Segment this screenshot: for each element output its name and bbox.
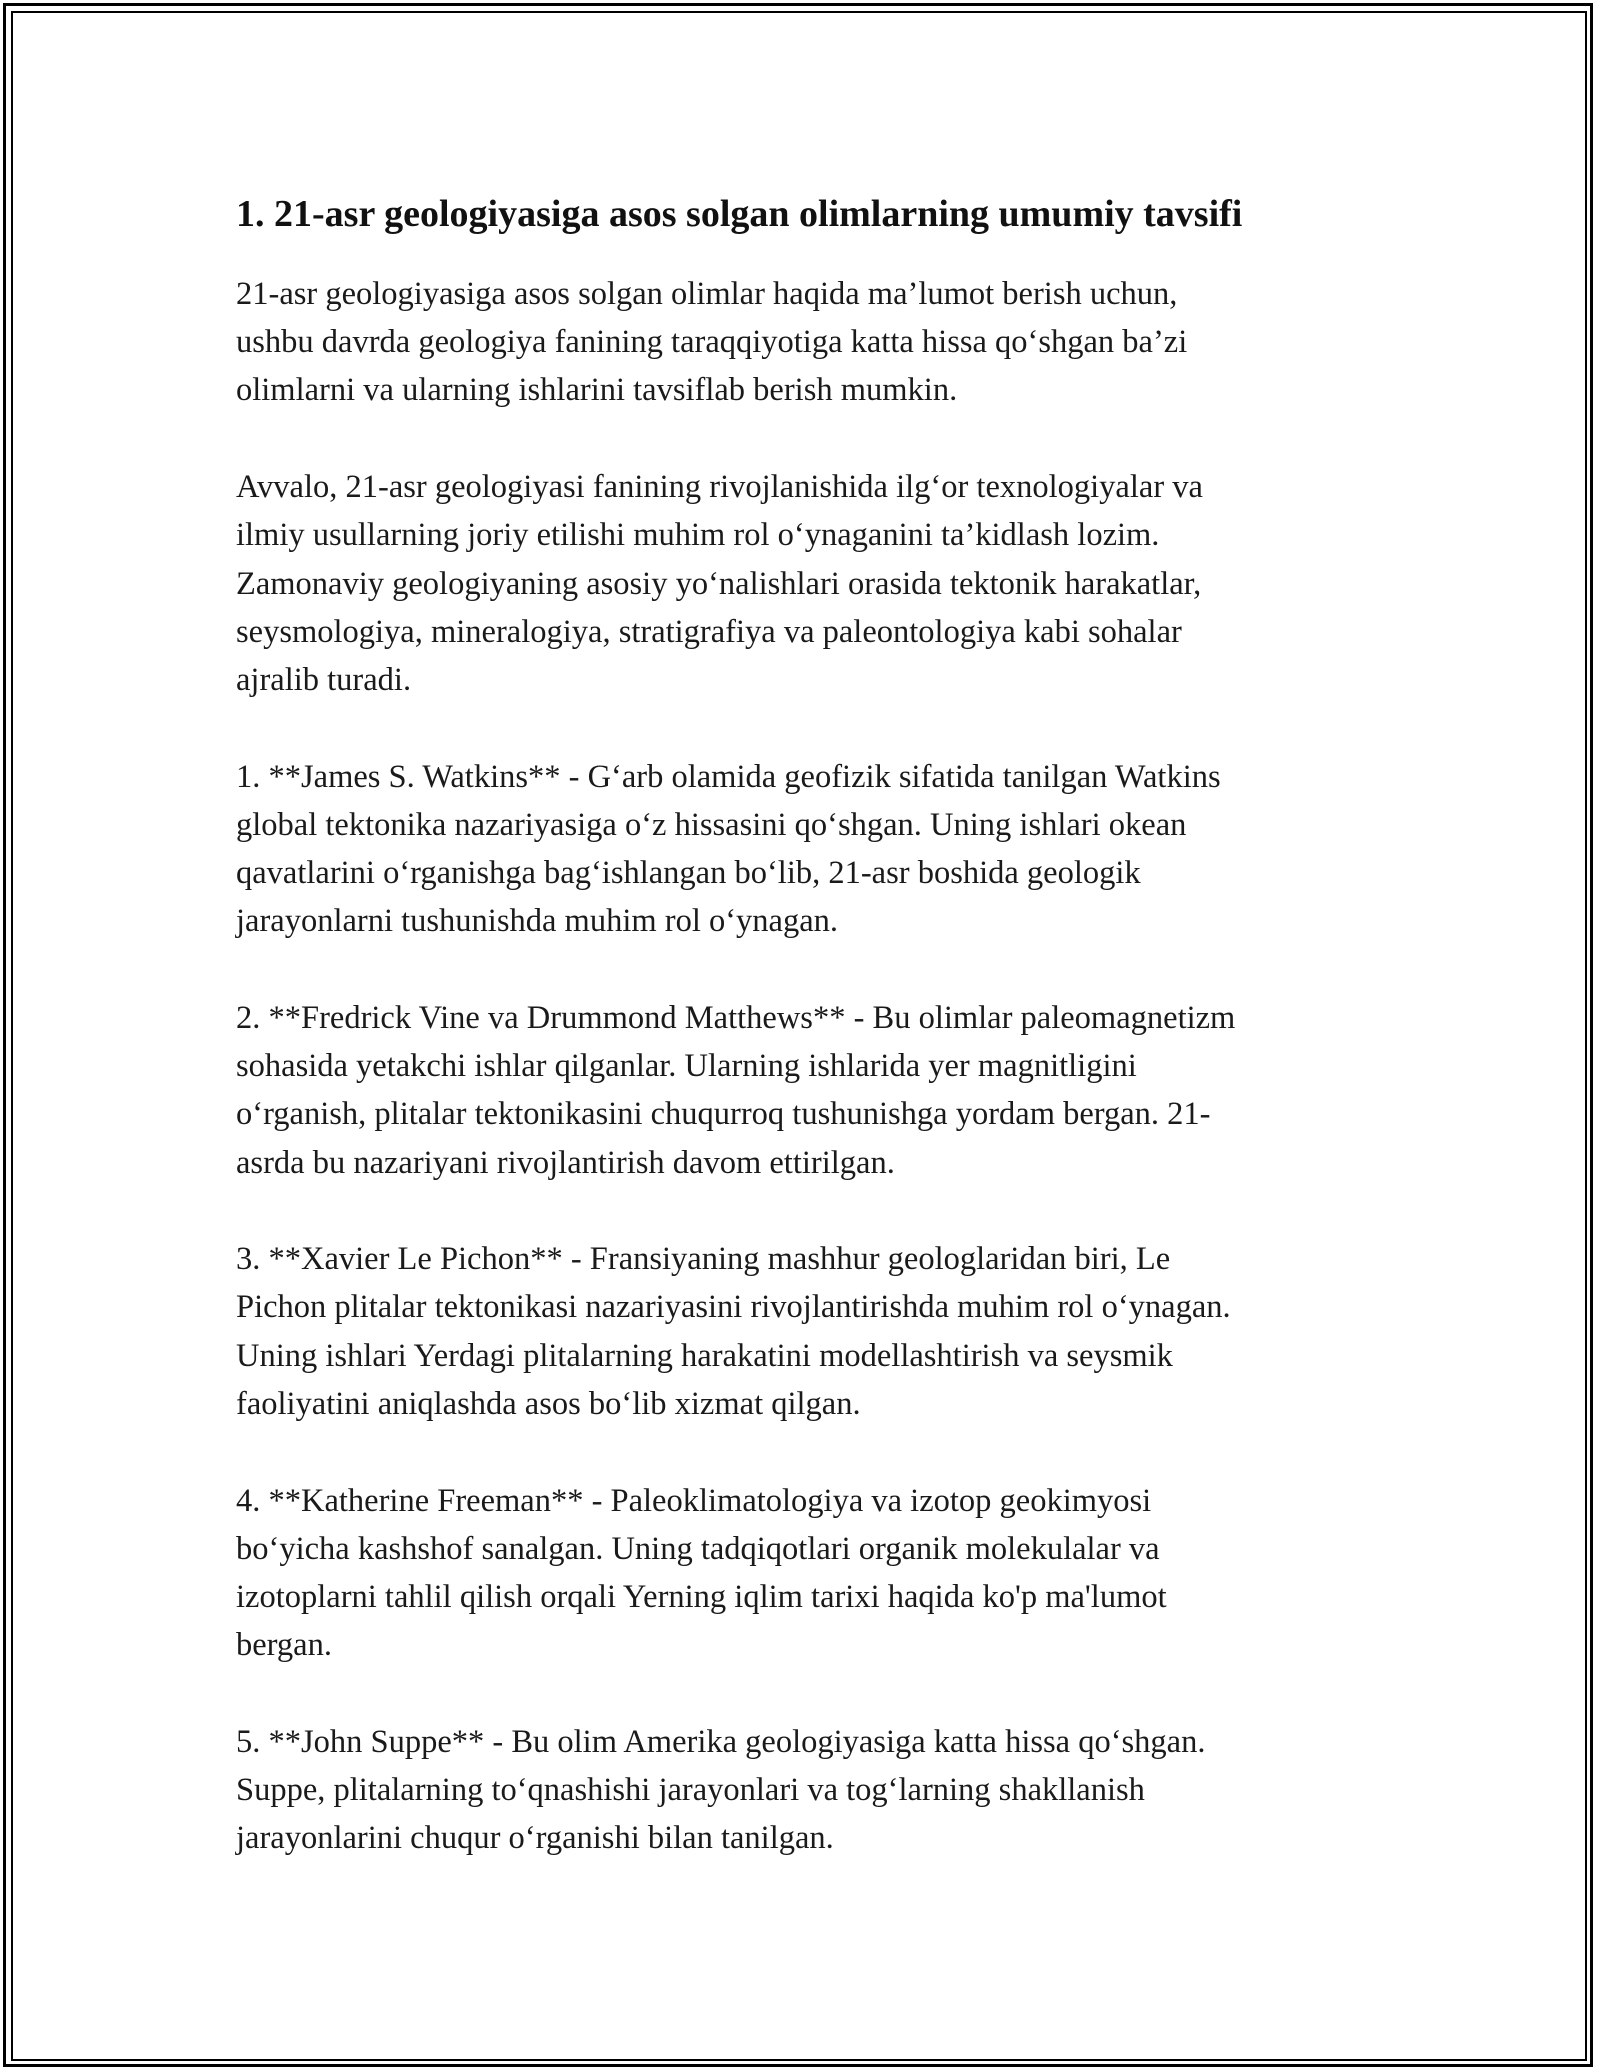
paragraph-intro: 21-asr geologiyasiga asos solgan olimlar haqida ma’lumot berish uchun, ushbu davrda geologiya fanining taraqqiyotiga katta hissa qo‘shgan ba’zi olimlarni va ularning ishlarini tavsiflab berish mumkin. bbox=[236, 276, 1188, 409]
paragraph-freeman: 4. **Katherine Freeman** - Paleoklimatologiya va izotop geokimyosi bo‘yicha kashshof sanalgan. Uning tadqiqotlari organik molekulalar va izotoplarni tahlil qilish orqali Yerning iqlim tarixi haqida ko'p ma'lumot bergan. bbox=[236, 1482, 1167, 1664]
paragraph-le-pichon: 3. **Xavier Le Pichon** - Fransiyaning mashhur geologlaridan biri, Le Pichon plitalar tektonikasi nazariyasini rivojlantirishda muhim rol o‘ynagan. Uning ishlari Yerdagi plitalarning harakatini modellashtirish va seysmik faoliyatini aniqlashda asos bo‘lib xizmat qilgan. bbox=[236, 1241, 1231, 1422]
document-body bbox=[236, 184, 1396, 1911]
section-heading: 1. 21-asr geologiyasiga asos solgan olimlarning umumiy tavsifi bbox=[236, 193, 1243, 235]
paragraph-overview: Avvalo, 21-asr geologiyasi fanining rivojlanishida ilg‘or texnologiyalar va ilmiy usullarning joriy etilishi muhim rol o‘ynaganini ta’kidlash lozim. Zamonaviy geologiyaning asosiy yo‘nalishlari orasida tektonik harakatlar, seysmologiya, mineralogiya, stratigrafiya va paleontologiya kabi sohalar ajralib turadi. bbox=[236, 469, 1203, 698]
paragraph-vine-matthews: 2. **Fredrick Vine va Drummond Matthews** - Bu olimlar paleomagnetizm sohasida yetakchi ishlar qilganlar. Ularning ishlarida yer magnitligini o‘rganish, plitalar tektonikasini chuqurroq tushunishga yordam bergan. 21- asrda bu nazariyani rivojlantirish davom ettirilgan. bbox=[236, 999, 1236, 1181]
paragraph-watkins: 1. **James S. Watkins** - G‘arb olamida geofizik sifatida tanilgan Watkins global tektonika nazariyasiga o‘z hissasini qo‘shgan. Uning ishlari okean qavatlarini o‘rganishga bag‘ishlangan bo‘lib, 21-asr boshida geologik jarayonlarni tushunishda muhim rol o‘ynagan. bbox=[236, 758, 1221, 940]
paragraph-suppe: 5. **John Suppe** - Bu olim Amerika geologiyasiga katta hissa qo‘shgan. Suppe, plitalarning to‘qnashishi jarayonlari va tog‘larning shakllanish jarayonlarini chuqur o‘rganishi bilan tanilgan. bbox=[236, 1723, 1206, 1857]
